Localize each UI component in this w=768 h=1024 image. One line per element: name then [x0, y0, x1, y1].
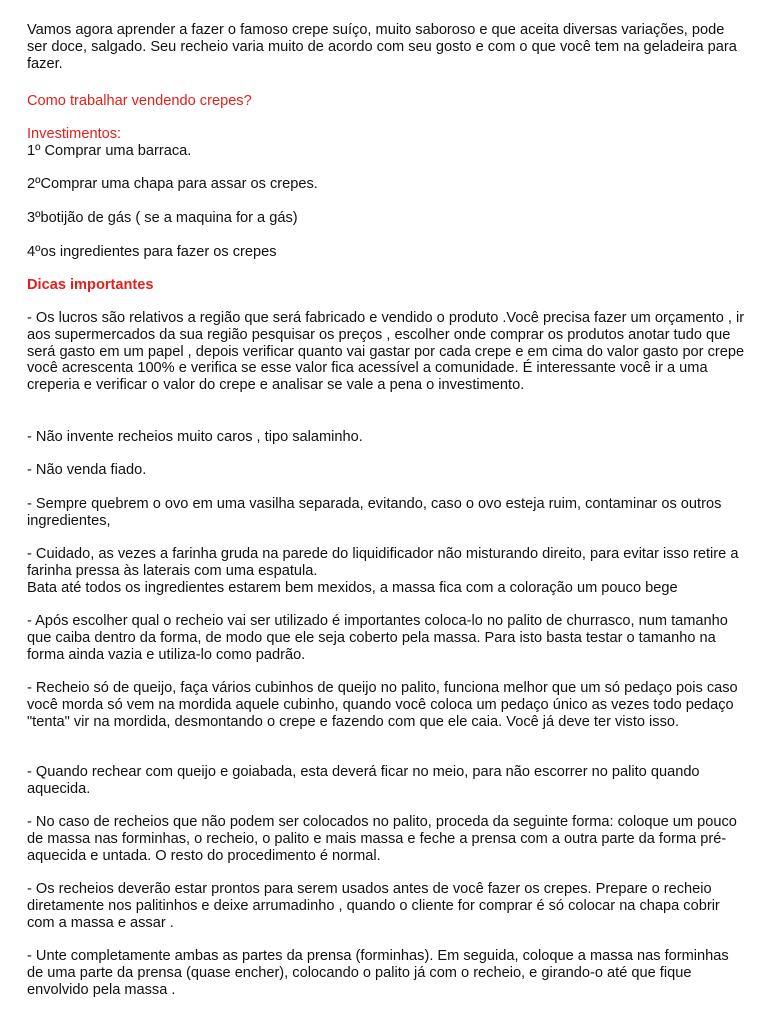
investments-heading: Investimentos:: [27, 126, 122, 142]
tip-mix-line: Bata até todos os ingredientes estarem bem mexidos, a massa fica com a coloração um pouco bege: [27, 579, 678, 596]
investment-item-2: 2ºComprar uma chapa para assar os crepes.: [27, 176, 318, 192]
tip-ready-fillings: - Os recheios deverão estar prontos para serem usados antes de você fazer os crepes. Prepare o recheio diretamente nos palitinhos e deixe arrumadinho , quando o cliente for comprar é só colocar na chapa cobrir com a massa e assar .: [27, 881, 720, 931]
question-heading: Como trabalhar vendendo crepes?: [27, 93, 252, 109]
tip-cheese: - Recheio só de queijo, faça vários cubinhos de queijo no palito, funciona melhor que um só pedaço pois caso você morda só vem na mordida aquele cubinho, quando você coloca um pedaço único as vezes todo pedaço "tenta" vir na mordida, desmontando o crepe e fazendo com que ele caia. Você já deve ter visto isso.: [27, 680, 738, 730]
tips-heading: Dicas importantes: [27, 277, 154, 293]
tip-expensive-fillings: - Não invente recheios muito caros , tipo salaminho.: [27, 429, 363, 445]
tip-flour-line: - Cuidado, as vezes a farinha gruda na parede do liquidificador não misturando direito, para evitar isso retire a farinha pressa às laterais com uma espatula.: [27, 546, 739, 579]
tip-flour: [27, 546, 747, 596]
tip-no-credit: - Não venda fiado.: [27, 462, 147, 478]
tip-guava: - Quando rechear com queijo e goiabada, esta deverá ficar no meio, para não escorrer no palito quando aquecida.: [27, 764, 700, 797]
tip-eggs: - Sempre quebrem o ovo em uma vasilha separada, evitando, caso o ovo esteja ruim, contaminar os outros ingredientes,: [27, 496, 722, 529]
tip-profit: - Os lucros são relativos a região que será fabricado e vendido o produto .Você precisa fazer um orçamento , ir aos supermercados da sua região pesquisar os preços , escolher onde comprar os produtos anotar tudo que será gasto em um papel , depois verificar quanto vai gastar por cada crepe e em cima do valor gasto por crepe você acrescenta 100% e verifica se esse valor fica acessível a comunidade. É interessante você ir a uma creperia e verificar o valor do crepe e analisar se vale a pena o investimento.: [27, 310, 745, 394]
tip-skewer: - Após escolher qual o recheio vai ser utilizado é importantes coloca-lo no palito de churrasco, num tamanho que caiba dentro da forma, de modo que ele seja coberto pela massa. Para isto basta testar o tamanho na forma ainda vazia e utiliza-lo como padrão.: [27, 613, 728, 663]
investment-item-3: 3ºbotijão de gás ( se a maquina for a gás): [27, 210, 298, 226]
intro-paragraph: Vamos agora aprender a fazer o famoso crepe suíço, muito saboroso e que aceita diversas variações, pode ser doce, salgado. Seu recheio varia muito de acordo com seu gosto e com o que você tem na geladeira para fazer.: [27, 22, 737, 72]
investment-item-4: 4ºos ingredientes para fazer os crepes: [27, 244, 277, 260]
tip-non-skewer-fillings: - No caso de recheios que não podem ser colocados no palito, proceda da seguinte forma: coloque um pouco de massa nas forminhas, o recheio, o palito e mais massa e feche a prensa com a outra parte da forma pré-aquecida e untada. O resto do procedimento é normal.: [27, 814, 737, 864]
tip-grease-press: - Unte completamente ambas as partes da prensa (forminhas). Em seguida, coloque a massa nas forminhas de uma parte da prensa (quase encher), colocando o palito já com o recheio, e girando-o até que fique envolvido pela massa .: [27, 948, 729, 998]
investment-item-1: 1º Comprar uma barraca.: [27, 143, 192, 159]
